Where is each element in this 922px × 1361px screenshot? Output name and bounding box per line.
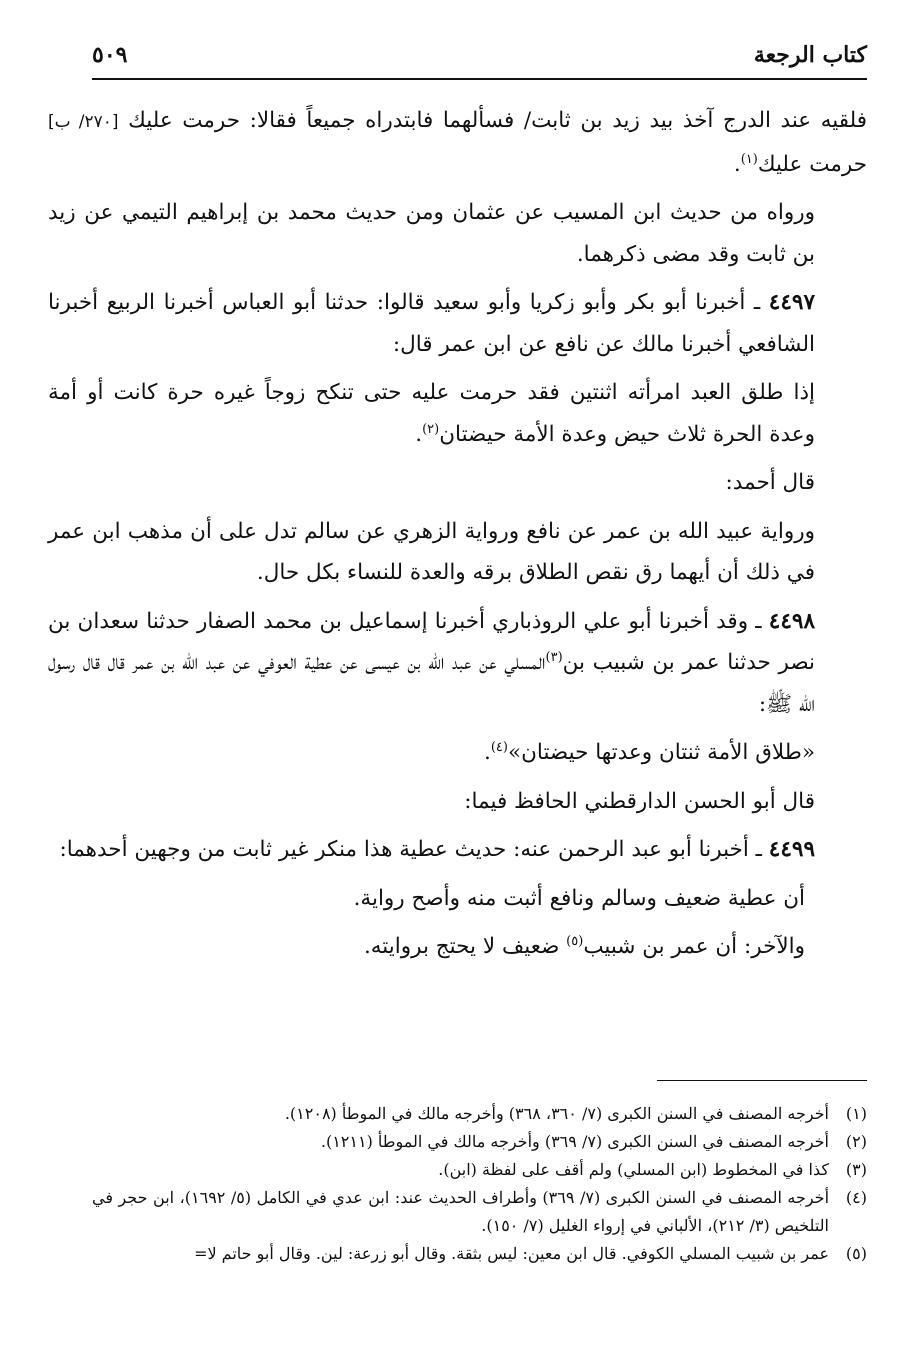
paragraph-text: والآخر: أن عمر بن شبيب bbox=[583, 934, 805, 959]
footnote-number: (٤) bbox=[845, 1188, 867, 1207]
paragraph-11: أن عطية ضعيف وسالم ونافع أثبت منه وأصح رواية. bbox=[353, 885, 805, 911]
paragraph-8 bbox=[48, 732, 867, 774]
hadith-text: «طلاق الأمة ثنتان وعدتها حيضتان» bbox=[507, 740, 815, 765]
footnote-text: أخرجه المصنف في السنن الكبرى (٧/ ٣٦٩) وأطراف الحديث عند: ابن عدي في الكامل (٥/ ١٦٩٢)، ابن حجر في التلخيص (٣/ ٢١٢)، الألباني في إرواء الغليل (٧/ ١٥٠). bbox=[92, 1188, 830, 1235]
footnote-ref[interactable]: (٢) bbox=[422, 421, 440, 437]
footnote-number: (٥) bbox=[845, 1244, 867, 1263]
hadith-isnad: ـ أخبرنا أبو بكر وأبو زكريا وأبو سعيد قالوا: حدثنا أبو العباس أخبرنا الربيع أخبرنا الشافعي أخبرنا مالك عن نافع عن ابن عمر قال: bbox=[48, 290, 815, 357]
manuscript-folio-marker: [٢٧٠/ ب] bbox=[48, 112, 119, 132]
footnote-number: (٢) bbox=[845, 1132, 867, 1151]
footnote-ref[interactable]: (٥) bbox=[566, 933, 584, 949]
hadith-4499 bbox=[48, 829, 867, 871]
paragraph-9: قال أبو الحسن الدارقطني الحافظ فيما: bbox=[464, 788, 815, 814]
paragraph-text: حرمت عليك bbox=[757, 151, 867, 177]
hadith-number: ٤٤٩٩ bbox=[768, 837, 815, 862]
paragraph-6: ورواية عبيد الله بن عمر عن نافع ورواية الزهري عن سالم تدل على أن مذهب ابن عمر في ذلك أن أيهما رق نقص الطلاق برقه والعدة للنساء بكل حال. bbox=[48, 518, 815, 585]
page-number: ٥٠٩ bbox=[92, 42, 128, 68]
hadith-isnad: المسلي عن عبد الله بن عيسى عن عطية العوفي عن عبد الله بن عمر قال قال رسول الله ﷺ: bbox=[48, 650, 815, 717]
hadith-text: إذا طلق العبد امرأته اثنتين فقد حرمت عليه حتى تنكح زوجاً غيره حرة كانت أو أمة وعدة الحرة ثلاث حيض وعدة الأمة حيضتان bbox=[48, 380, 815, 447]
hadith-4497 bbox=[48, 282, 867, 365]
footnote-ref[interactable]: (١) bbox=[740, 151, 758, 167]
footnote-text: أخرجه المصنف في السنن الكبرى (٧/ ٣٦٠، ٣٦٨) وأخرجه مالك في الموطأ (١٢٠٨). bbox=[284, 1104, 829, 1123]
paragraph-5: قال أحمد: bbox=[725, 470, 815, 495]
punctuation: . bbox=[733, 151, 741, 177]
book-title: كتاب الرجعة bbox=[753, 42, 867, 68]
footnote-number: (٣) bbox=[845, 1160, 867, 1179]
footnote-ref[interactable]: (٤) bbox=[490, 739, 508, 755]
footnote-text: عمر بن شبيب المسلي الكوفي. قال ابن معين: ليس بثقة. وقال أبو زرعة: لين. وقال أبو حاتم لا= bbox=[194, 1244, 829, 1263]
footnote-ref[interactable]: (٣) bbox=[545, 649, 563, 665]
footnote-1 bbox=[92, 1100, 867, 1128]
hadith-isnad: ـ وقد أخبرنا أبو علي الروذباري أخبرنا إسماعيل بن محمد الصفار حدثنا سعدان بن نصر حدثنا عمر بن شبيب بن bbox=[48, 608, 815, 675]
paragraph-2: ورواه من حديث ابن المسيب عن عثمان ومن حديث محمد بن إبراهيم التيمي عن زيد بن ثابت وقد مضى ذكرهما. bbox=[48, 200, 815, 267]
paragraph-4 bbox=[48, 372, 867, 455]
paragraph-12 bbox=[48, 926, 867, 968]
punctuation: . bbox=[483, 740, 491, 765]
paragraph-text: فلقيه عند الدرج آخذ بيد زيد بن ثابت/ فسألهما فابتدراه جميعاً فقالا: حرمت عليك bbox=[118, 108, 867, 133]
hadith-number: ٤٤٩٧ bbox=[768, 290, 815, 315]
running-header bbox=[92, 38, 867, 80]
footnote-3 bbox=[92, 1156, 867, 1184]
footnote-4 bbox=[92, 1184, 867, 1240]
footnote-2 bbox=[92, 1128, 867, 1156]
main-text bbox=[48, 100, 867, 975]
footnote-separator bbox=[657, 1080, 867, 1081]
paragraph-text: ضعيف لا يحتج بروايته. bbox=[363, 934, 567, 959]
footnote-text: أخرجه المصنف في السنن الكبرى (٧/ ٣٦٩) وأخرجه مالك في الموطأ (١٢١١). bbox=[320, 1132, 829, 1151]
footnote-number: (١) bbox=[845, 1104, 867, 1123]
footnote-text: كذا في المخطوط (ابن المسلي) ولم أقف على لفظة (ابن). bbox=[438, 1160, 829, 1179]
footnote-5 bbox=[92, 1240, 867, 1268]
hadith-isnad: ـ أخبرنا أبو عبد الرحمن عنه: حديث عطية هذا منكر غير ثابت من وجهين أحدهما: bbox=[59, 837, 769, 862]
footnotes bbox=[92, 1100, 867, 1268]
paragraph-1 bbox=[48, 100, 867, 185]
hadith-4498 bbox=[48, 601, 867, 726]
punctuation: . bbox=[415, 421, 423, 447]
hadith-number: ٤٤٩٨ bbox=[768, 608, 815, 634]
